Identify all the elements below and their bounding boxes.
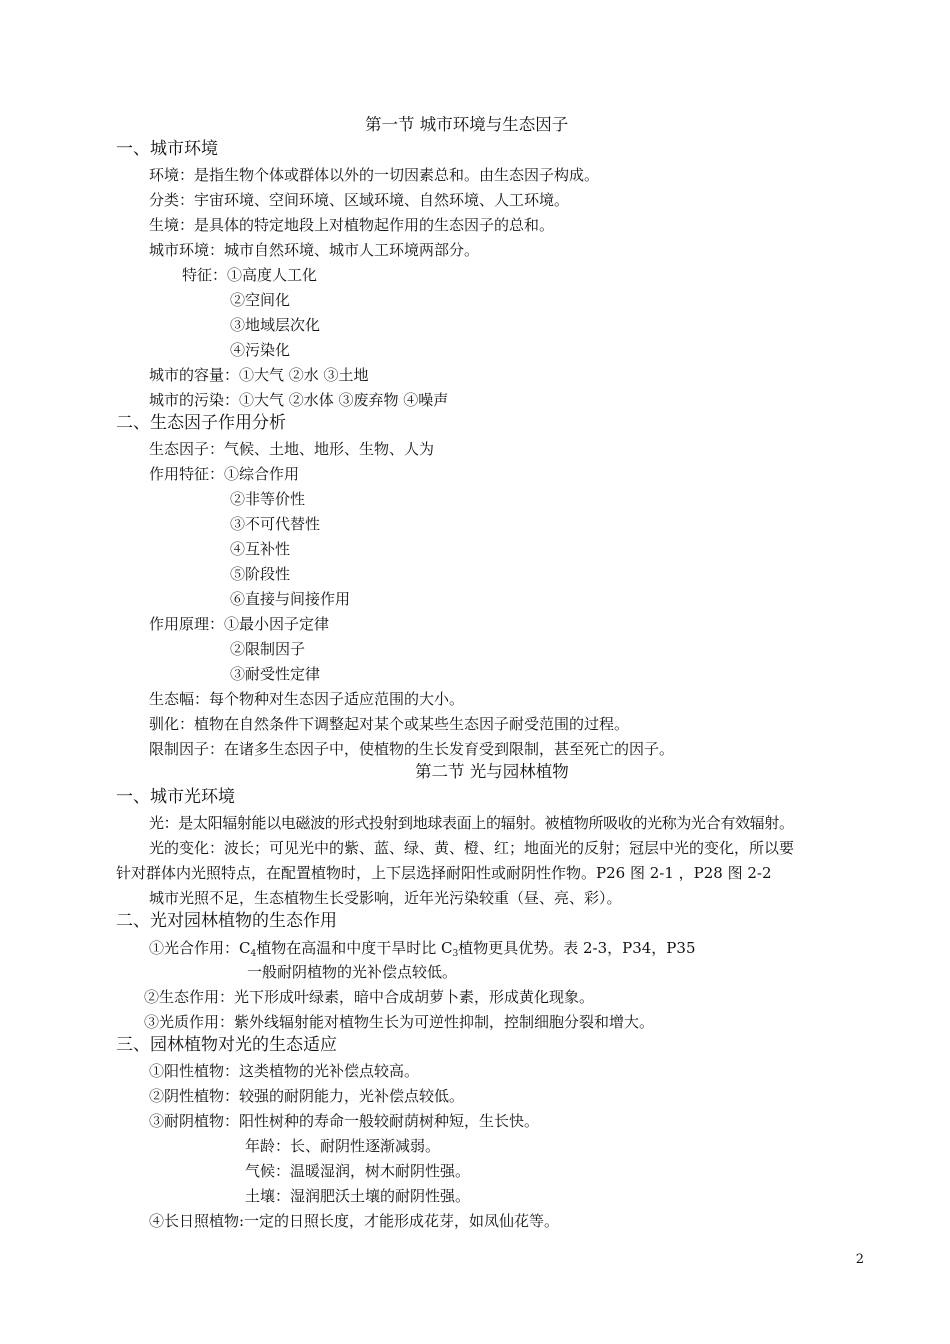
paragraph: 光的变化：波长；可见光中的紫、蓝、绿、黄、橙、红；地面光的反射；冠层中光的变化，所以要	[149, 839, 795, 857]
paragraph: 城市环境：城市自然环境、城市人工环境两部分。	[149, 241, 480, 259]
heading: 三、园林植物对光的生态适应	[116, 1035, 337, 1055]
section-title: 第一节 城市环境与生态因子	[365, 115, 569, 134]
paragraph: ③光质作用：紫外线辐射能对植物生长为可逆性抑制，控制细胞分裂和增大。	[144, 1013, 655, 1031]
list-item: 特征：①高度人工化	[182, 266, 318, 284]
heading: 一、城市环境	[116, 139, 218, 159]
paragraph: 城市光照不足，生态植物生长受影响，近年光污染较重（昼、亮、彩）。	[149, 889, 622, 907]
paragraph: 生态因子：气候、土地、地形、生物、人为	[149, 440, 435, 458]
paragraph: 城市的污染：①大气 ②水体 ③废弃物 ④噪声	[149, 391, 449, 409]
paragraph: ②生态作用：光下形成叶绿素，暗中合成胡萝卜素，形成黄化现象。	[144, 988, 595, 1006]
paragraph: 环境：是指生物个体或群体以外的一切因素总和。由生态因子构成。	[149, 166, 600, 184]
paragraph	[149, 938, 696, 964]
paragraph: 生境：是具体的特定地段上对植物起作用的生态因子的总和。	[149, 216, 555, 234]
paragraph: 限制因子：在诸多生态因子中，使植物的生长发育受到限制，甚至死亡的因子。	[149, 740, 675, 758]
list-item: ④污染化	[230, 341, 291, 359]
heading: 一、城市光环境	[116, 787, 235, 807]
paragraph: 生态幅：每个物种对生态因子适应范围的大小。	[149, 690, 465, 708]
list-item: ②空间化	[230, 291, 291, 309]
paragraph: 城市的容量：①大气 ②水 ③土地	[149, 366, 369, 384]
heading: 二、生态因子作用分析	[116, 413, 286, 433]
paragraph: 气候：温暖湿润，树木耐阴性强。	[245, 1162, 471, 1180]
list-item: ⑤阶段性	[230, 565, 291, 583]
heading: 二、光对园林植物的生态作用	[116, 911, 337, 931]
paragraph: 土壤：湿润肥沃土壤的耐阴性强。	[245, 1187, 471, 1205]
paragraph: 一般耐阴植物的光补偿点较低。	[247, 963, 458, 981]
page-number: 2	[855, 1252, 864, 1267]
paragraph: 年龄：长、耐阴性逐渐减弱。	[245, 1137, 441, 1155]
paragraph: ②阴性植物：较强的耐阴能力，光补偿点较低。	[149, 1087, 465, 1105]
paragraph: 驯化：植物在自然条件下调整起对某个或某些生态因子耐受范围的过程。	[149, 715, 630, 733]
list-item: ③耐受性定律	[230, 665, 321, 683]
list-item: ②非等价性	[230, 490, 306, 508]
list-item: ⑥直接与间接作用	[230, 590, 351, 608]
text-run: ①光合作用：C	[149, 939, 251, 957]
paragraph: 光：是太阳辐射能以电磁波的形式投射到地球表面上的辐射。被植物所吸收的光称为光合有效辐射。	[149, 814, 794, 832]
paragraph: 分类：宇宙环境、空间环境、区域环境、自然环境、人工环境。	[149, 191, 570, 209]
paragraph: ①阳性植物：这类植物的光补偿点较高。	[149, 1062, 420, 1080]
subscript: 4	[250, 949, 257, 959]
paragraph: 针对群体内光照特点，在配置植物时，上下层选择耐阳性或耐阴性作物。P26 图 2-1 ，P28 图 2-2	[116, 864, 772, 882]
section-title: 第二节 光与园林植物	[415, 762, 569, 781]
list-item: ③不可代替性	[230, 515, 321, 533]
paragraph: ③耐阴植物：阳性树种的寿命一般较耐荫树种短，生长快。	[149, 1112, 540, 1130]
list-item: ③地域层次化	[230, 316, 321, 334]
list-item: ④互补性	[230, 540, 291, 558]
list-item: 作用特征：①综合作用	[149, 465, 300, 483]
list-item: ②限制因子	[230, 640, 306, 658]
text-run: 植物更具优势。表 2-3，P34，P35	[458, 939, 696, 957]
subscript: 3	[452, 949, 459, 959]
list-item: 作用原理：①最小因子定律	[149, 615, 330, 633]
paragraph: ④长日照植物:一定的日照长度，才能形成花芽，如凤仙花等。	[149, 1212, 560, 1230]
text-run: 植物在高温和中度干旱时比 C	[256, 939, 453, 957]
